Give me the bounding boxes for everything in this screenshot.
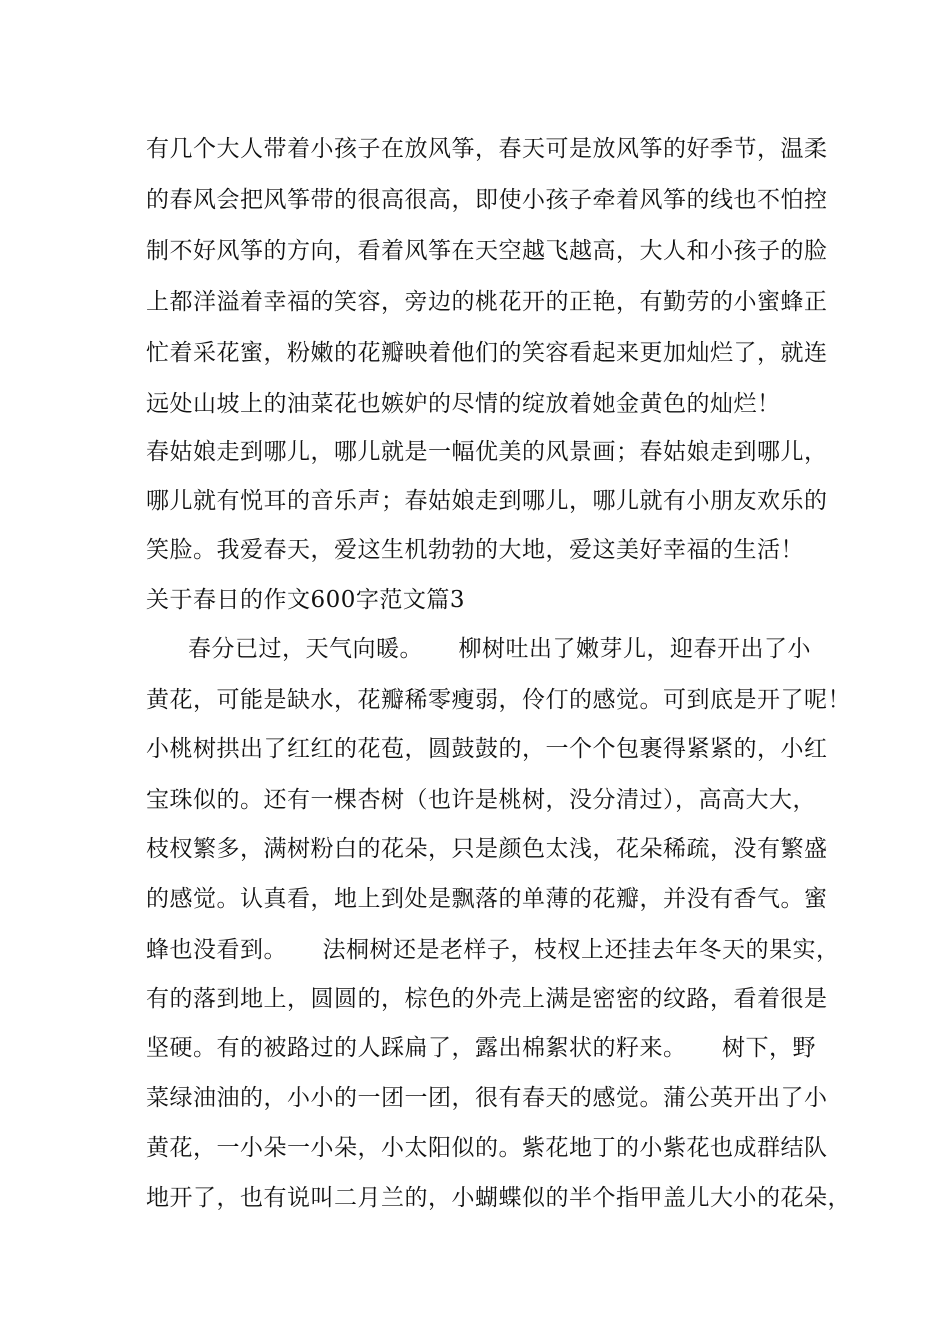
text-line: 黄花，可能是缺水，花瓣稀零瘦弱，伶仃的感觉。可到底是开了呢！: [146, 687, 851, 713]
text-line: 哪儿就有悦耳的音乐声；春姑娘走到哪儿，哪儿就有小朋友欢乐的: [146, 488, 828, 514]
text-line: 有的落到地上，圆圆的，棕色的外壳上满是密密的纹路，看着很是: [146, 986, 828, 1012]
text-line: 小桃树拱出了红红的花苞，圆鼓鼓的，一个个包裹得紧紧的，小红: [146, 736, 828, 762]
text-line: 笑脸。我爱春天，爱这生机勃勃的大地，爱这美好幸福的生活！: [146, 537, 804, 563]
text-line: 上都洋溢着幸福的笑容，旁边的桃花开的正艳，有勤劳的小蜜蜂正: [146, 289, 828, 315]
text-line: 菜绿油油的，小小的一团一团，很有春天的感觉。蒲公英开出了小: [146, 1085, 828, 1111]
text-line: 远处山坡上的油菜花也嫉妒的尽情的绽放着她金黄色的灿烂！: [146, 391, 781, 417]
text-line: 的春风会把风筝带的很高很高，即使小孩子牵着风筝的线也不怕控: [146, 187, 828, 213]
text-line: 的感觉。认真看，地上到处是飘落的单薄的花瓣，并没有香气。蜜: [146, 886, 828, 912]
text-line: 地开了，也有说叫二月兰的，小蝴蝶似的半个指甲盖儿大小的花朵，: [146, 1185, 851, 1211]
text-line: 制不好风筝的方向，看着风筝在天空越飞越高，大人和小孩子的脸: [146, 238, 828, 264]
text-line: 蜂也没看到。 法桐树还是老样子，枝杈上还挂去年冬天的果实，: [146, 937, 840, 963]
text-line: 有几个大人带着小孩子在放风筝，春天可是放风筝的好季节，温柔: [146, 136, 828, 162]
section-heading: 关于春日的作文600字范文篇3: [146, 587, 466, 613]
text-line: 枝杈繁多，满树粉白的花朵，只是颜色太浅，花朵稀疏，没有繁盛: [146, 836, 828, 862]
text-line: 黄花，一小朵一小朵，小太阳似的。紫花地丁的小紫花也成群结队: [146, 1135, 828, 1161]
text-line: 宝珠似的。还有一棵杏树（也许是桃树，没分清过），高高大大，: [146, 787, 816, 813]
text-line: 春分已过，天气向暖。 柳树吐出了嫩芽儿，迎春开出了小: [188, 636, 811, 662]
text-line: 忙着采花蜜，粉嫩的花瓣映着他们的笑容看起来更加灿烂了，就连: [146, 340, 828, 366]
text-line: 春姑娘走到哪儿，哪儿就是一幅优美的风景画；春姑娘走到哪儿，: [146, 439, 828, 465]
text-line: 坚硬。有的被路过的人踩扁了，露出棉絮状的籽来。 树下，野: [146, 1035, 816, 1061]
